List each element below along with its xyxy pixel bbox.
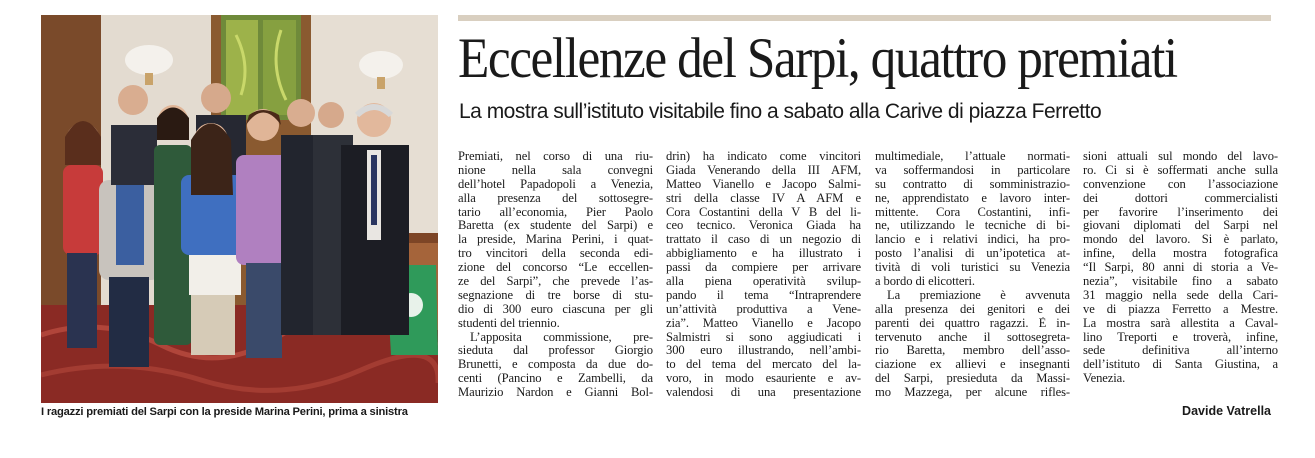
text-line: nione nella sala convegni <box>458 163 653 177</box>
text-line: alla presenza dei genitori e dei <box>875 302 1070 316</box>
article-column-4 <box>1083 150 1278 386</box>
text-line: va soffermandosi in particolare <box>875 163 1070 177</box>
text-line: Cora Costantini della V B del li- <box>666 205 861 219</box>
text-line: La mostra sarà allestita a Caval- <box>1083 316 1278 330</box>
text-line: segnazione di tre borse di stu- <box>458 288 653 302</box>
text-line: un’attività produttiva a Vene- <box>666 302 861 316</box>
text-line: dei dottori commercialisti <box>1083 191 1278 205</box>
text-line: zione del concorso “Le eccellen- <box>458 261 653 275</box>
text-line: La premiazione è avvenuta <box>887 288 1070 302</box>
article-column-3 <box>875 150 1070 400</box>
text-line: rio Baretta, membro dell’asso- <box>875 344 1070 358</box>
text-line: mo Mazzega, per alcune rifles- <box>875 386 1070 400</box>
article-column-2 <box>666 150 861 400</box>
text-line: sioni attuali sul mondo del lavo- <box>1083 150 1278 163</box>
subheadline: La mostra sull’istituto visitabile fino a sabato alla Carive di piazza Ferretto <box>459 100 1102 123</box>
text-line: per favorire l’inserimento dei <box>1083 205 1278 219</box>
text-line: la preside, Marina Perini, i quat- <box>458 233 653 247</box>
text-line: ve di piazza Ferretto a Mestre. <box>1083 302 1278 316</box>
text-line: drin) ha indicato come vincitori <box>666 150 861 163</box>
text-line: “Il Sarpi, 80 anni di storia a Ve- <box>1083 261 1278 275</box>
text-line: alla presenza del sottosegre- <box>458 191 653 205</box>
text-line: tro vincitori della seconda edi- <box>458 247 653 261</box>
text-line: voro, in modo esauriente e av- <box>666 372 861 386</box>
text-line: zia”. Matteo Vianello e Jacopo <box>666 316 861 330</box>
text-line: dell’hotel Papadopoli a Venezia, <box>458 177 653 191</box>
text-line: dio di 300 euro ciascuna per gli <box>458 302 653 316</box>
text-line: Matteo Vianello e Jacopo Salmi- <box>666 177 861 191</box>
text-line: valendosi di una presentazione <box>666 386 861 400</box>
text-line: infine, della mostra fotografica <box>1083 247 1278 261</box>
text-line: Giada Venerando della III AFM, <box>666 163 861 177</box>
text-line: lino Treporti e troverà, infine, <box>1083 330 1278 344</box>
text-line: Venezia. <box>1083 372 1126 386</box>
text-line: ze del Sarpi”, che prevede l’as- <box>458 275 653 289</box>
text-line: 31 maggio nella sede della Cari- <box>1083 288 1278 302</box>
photo-caption: I ragazzi premiati del Sarpi con la preside Marina Perini, prima a sinistra <box>41 406 408 418</box>
text-line: lancio e i relativi indici, ha pro- <box>875 233 1070 247</box>
text-line: nezia”, visitabile fino a sabato <box>1083 275 1278 289</box>
text-line: alla piena operatività svilup- <box>666 275 861 289</box>
text-line: giovani diplomati del Sarpi nel <box>1083 219 1278 233</box>
text-line: del Sarpi, presieduta da Massi- <box>875 372 1070 386</box>
text-line: mittente. Cora Costantini, infi- <box>875 205 1070 219</box>
text-line: convenzione con l’associazione <box>1083 177 1278 191</box>
text-line: ciazione ex allievi e insegnanti <box>875 358 1070 372</box>
text-line: mondo del lavoro. Si è parlato, <box>1083 233 1278 247</box>
text-line: Premiati, nel corso di una riu- <box>458 150 653 163</box>
text-line: studenti del triennio. <box>458 316 560 330</box>
text-line: centi (Pancino e Zambelli, da <box>458 372 653 386</box>
text-line: sieduta dal professor Giorgio <box>458 344 653 358</box>
text-line: posto l’analisi di un’ipotetica at- <box>875 247 1070 261</box>
article-column-1 <box>458 150 653 400</box>
text-line: Brunetti, e composta da due do- <box>458 358 653 372</box>
text-line: tività di voli turistici su Venezia <box>875 261 1070 275</box>
text-line: 300 euro illustrando, nell’ambi- <box>666 344 861 358</box>
text-line: tervenuto anche il sottosegreta- <box>875 330 1070 344</box>
text-line: ro. Ci si è soffermati anche sulla <box>1083 163 1278 177</box>
text-line: pando il tema “Intraprendere <box>666 288 861 302</box>
headline: Eccellenze del Sarpi, quattro premiati <box>458 27 1177 90</box>
text-line: su contratto di somministrazio- <box>875 177 1070 191</box>
top-rule <box>458 15 1271 21</box>
text-line: ne, utilizzando le tecniche di bi- <box>875 219 1070 233</box>
text-line: multimediale, l’attuale normati- <box>875 150 1070 163</box>
text-line: stri della classe IV A AFM e <box>666 191 861 205</box>
text-line: abbigliamento e ha illustrato i <box>666 247 861 261</box>
text-line: passi da compiere per arrivare <box>666 261 861 275</box>
text-line: tario all’economia, Pier Paolo <box>458 205 653 219</box>
text-line: to del tema del mercato del la- <box>666 358 861 372</box>
text-line: ceo tecnico. Veronica Giada ha <box>666 219 861 233</box>
text-line: Maurizio Nardon e Gianni Bol- <box>458 386 653 400</box>
text-line: a bordo di elicotteri. <box>875 275 975 289</box>
byline: Davide Vatrella <box>1182 404 1271 418</box>
text-line: parenti dei quattro ragazzi. È in- <box>875 316 1070 330</box>
text-line: L’apposita commissione, pre- <box>470 330 653 344</box>
text-line: dell’istituto di Santa Giustina, a <box>1083 358 1278 372</box>
text-line: sede definitiva all’interno <box>1083 344 1278 358</box>
text-line: Baretta (ex studente del Sarpi) e <box>458 219 653 233</box>
text-line: ne, apprendistato e lavoro inter- <box>875 191 1070 205</box>
article-photo <box>41 15 438 403</box>
text-line: trattato il caso di un negozio di <box>666 233 861 247</box>
text-line: Salmistri si sono aggiudicati i <box>666 330 861 344</box>
